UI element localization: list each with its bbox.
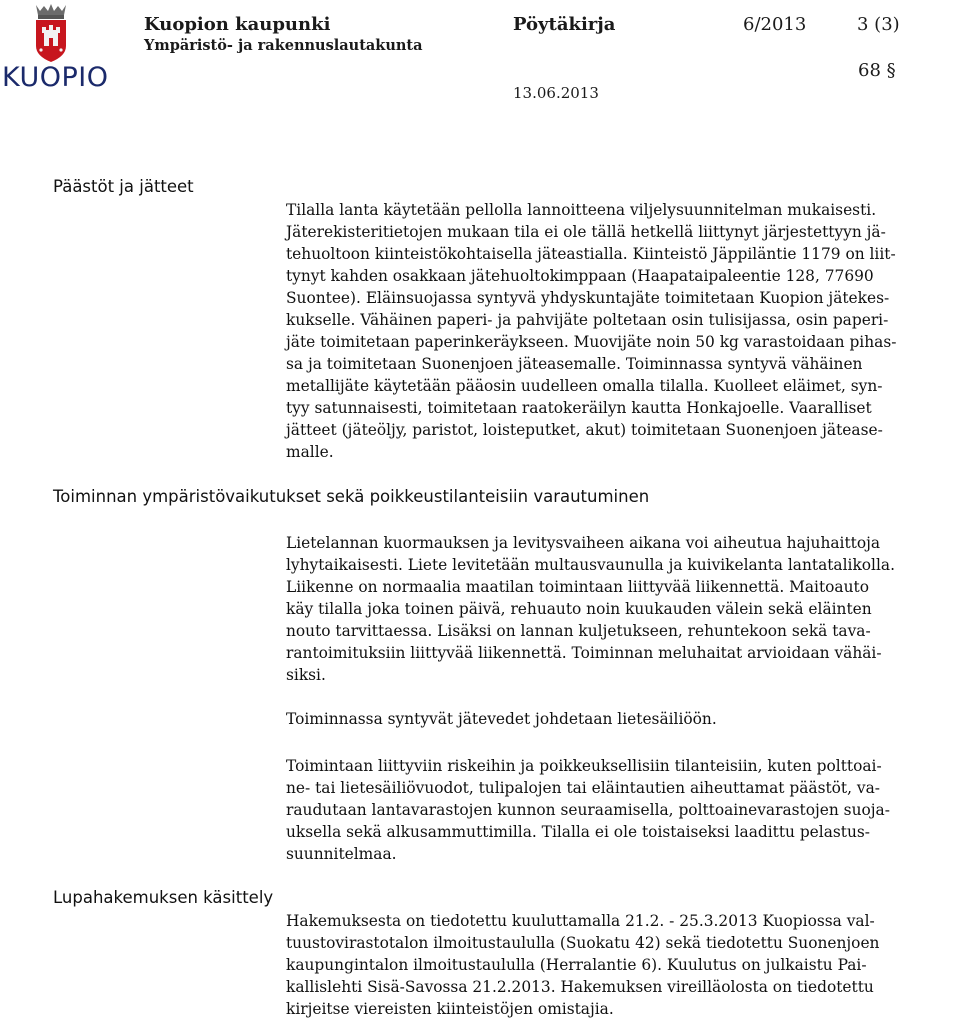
text-line: Tilalla lanta käytetään pellolla lannoitteena viljelysuunnitelman mukaisesti.: [286, 201, 877, 219]
text-line: rantoimituksiin liittyvää liikennettä. Toiminnan meluhaitat arvioidaan vähäi-: [286, 644, 882, 662]
document-number: 6/2013: [743, 14, 807, 35]
org-name: Kuopion kaupunki: [144, 14, 331, 35]
text-line: siksi.: [286, 666, 326, 684]
text-line: Toimintaan liittyviin riskeihin ja poikkeuksellisiin tilanteisiin, kuten polttoai-: [286, 757, 882, 775]
text-line: metallijäte käytetään pääosin uudelleen omalla tilalla. Kuolleet eläimet, syn-: [286, 377, 883, 395]
text-line: sa ja toimitetaan Suonenjoen jäteasemalle. Toiminnassa syntyvä vähäinen: [286, 355, 863, 373]
text-line: Jäterekisteritietojen mukaan tila ei ole tällä hetkellä liittynyt järjestettyyn jä-: [286, 223, 886, 241]
section-number: 68 §: [858, 60, 896, 81]
impacts-paragraph-3: [286, 755, 948, 865]
text-line: jätteet (jäteöljy, paristot, loisteputket, akut) toimitetaan Suonenjoen jätease-: [286, 421, 883, 439]
emissions-text: [286, 199, 948, 463]
text-line: Liikenne on normaalia maatilan toimintaan liittyvää liikennettä. Maitoauto: [286, 578, 869, 596]
text-line: Lietelannan kuormauksen ja levitysvaiheen aikana voi aiheutua hajuhaittoja: [286, 534, 881, 552]
impacts-paragraph-1: [286, 532, 948, 686]
text-line: kirjeitse viereisten kiinteistöjen omistajia.: [286, 1000, 614, 1018]
impacts-paragraph-2: [286, 708, 948, 730]
text-line: uksella sekä alkusammuttimilla. Tilalla ei ole toistaiseksi laadittu pelastus-: [286, 823, 870, 841]
text-line: käy tilalla joka toinen päivä, rehuauto noin kuukauden välein sekä eläinten: [286, 600, 872, 618]
text-line: suunnitelmaa.: [286, 845, 397, 863]
meeting-date: 13.06.2013: [513, 84, 599, 102]
text-line: malle.: [286, 443, 334, 461]
kuopio-logo: [2, 2, 109, 98]
text-line: Hakemuksesta on tiedotettu kuuluttamalla 21.2. - 25.3.2013 Kuopiossa val-: [286, 912, 875, 930]
text-line: nouto tarvittaessa. Lisäksi on lannan kuljetukseen, rehuntekoon sekä tava-: [286, 622, 871, 640]
text-line: kukselle. Vähäinen paperi- ja pahvijäte poltetaan osin tulisijassa, osin paperi-: [286, 311, 889, 329]
text-line: ne- tai lietesäiliövuodot, tulipalojen tai eläintautien aiheuttamat päästöt, va-: [286, 779, 880, 797]
text-line: kaupungintalon ilmoitustaululla (Herralantie 6). Kuulutus on julkaistu Pai-: [286, 956, 867, 974]
text-line: Suontee). Eläinsuojassa syntyvä yhdyskuntajäte toimitetaan Kuopion jätekes-: [286, 289, 890, 307]
text-line: lyhytaikaisesti. Liete levitetään multausvaunulla ja kuivikelanta lantatalikolla.: [286, 556, 895, 574]
page-number: 3 (3): [857, 14, 900, 35]
text-line: tehuoltoon kiinteistökohtaisella jäteastialla. Kiinteistö Jäppiläntie 1179 on liit-: [286, 245, 896, 263]
text-line: Toiminnassa syntyvät jätevedet johdetaan lietesäiliöön.: [286, 710, 717, 728]
text-line: kallislehti Sisä-Savossa 21.2.2013. Hakemuksen vireilläolosta on tiedotettu: [286, 978, 874, 996]
document-type: Pöytäkirja: [513, 14, 616, 35]
text-line: jäte toimitetaan paperinkeräykseen. Muovijäte noin 50 kg varastoidaan pihas-: [286, 333, 897, 351]
section-heading-emissions: Päästöt ja jätteet: [53, 177, 194, 196]
permit-text: [286, 910, 948, 1020]
section-heading-impacts: Toiminnan ympäristövaikutukset sekä poikkeustilanteisiin varautuminen: [53, 487, 650, 506]
text-line: tuustovirastotalon ilmoitustaululla (Suokatu 42) sekä tiedotettu Suonenjoen: [286, 934, 880, 952]
committee-name: Ympäristö- ja rakennuslautakunta: [144, 37, 423, 54]
section-heading-permit: Lupahakemuksen käsittely: [53, 888, 274, 907]
text-line: tynyt kahden osakkaan jätehuoltokimppaan (Haapataipaleentie 128, 77690: [286, 267, 874, 285]
logo-wordmark: KUOPIO: [2, 62, 109, 93]
text-line: raudutaan lantavarastojen kunnon seuraamisella, polttoainevarastojen suoja-: [286, 801, 890, 819]
text-line: tyy satunnaisesti, toimitetaan raatokeräilyn kautta Honkajoelle. Vaaralliset: [286, 399, 872, 417]
